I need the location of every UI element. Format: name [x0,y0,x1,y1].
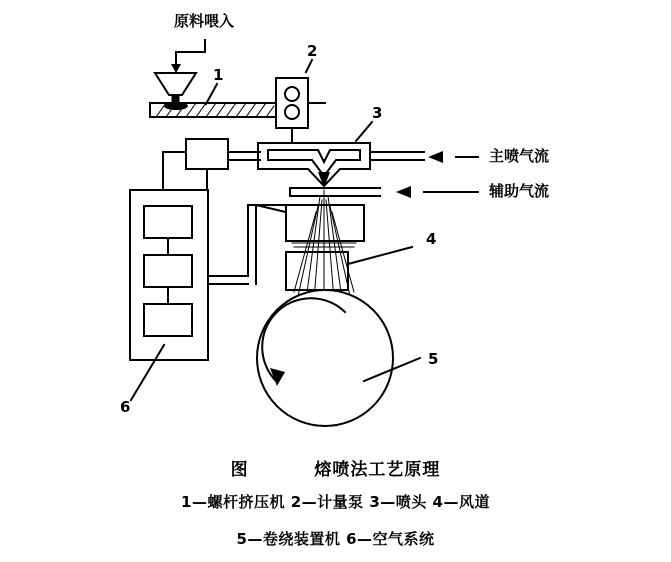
figure-caption-label: 图 [230,460,249,480]
valve-block [163,139,260,196]
main-air-label: 主喷气流 [489,147,550,165]
feed-arrow-head [171,64,181,73]
callout-3-leader [356,122,372,141]
air-system-cabinet [130,190,208,360]
callout-4-leader [348,247,412,264]
auxiliary-air-arrow-head [396,186,411,198]
callout-1-leader [206,84,217,104]
main-air-duct [370,152,424,160]
callout-3: 3 [372,104,383,122]
feed-hopper-icon [155,73,196,103]
feed-arrow-line [176,40,205,70]
screw-extruder [150,102,276,117]
figure-caption-text: 熔喷法工艺原理 [314,460,441,480]
figure-legend-line-2: 5—卷绕装置机 6—空气系统 [236,530,435,548]
auxiliary-air-duct [290,188,380,196]
main-air-arrow-head [428,151,443,163]
callout-1: 1 [213,66,224,84]
winder-roll [257,290,393,426]
figure-legend-line-1: 1—螺杆挤压机 2—计量泵 3—喷头 4—风道 [181,493,490,511]
metering-pump [276,78,325,148]
callout-2: 2 [307,42,318,60]
figure-caption [0,455,671,480]
callout-4: 4 [426,230,437,248]
air-supply-pipes [208,205,290,284]
callout-6: 6 [120,398,131,416]
die-head [258,143,370,188]
auxiliary-air-label: 辅助气流 [489,182,550,200]
callout-2-leader [306,60,312,72]
feed-inlet-label: 原料喂入 [174,12,235,30]
callout-5: 5 [428,350,439,368]
